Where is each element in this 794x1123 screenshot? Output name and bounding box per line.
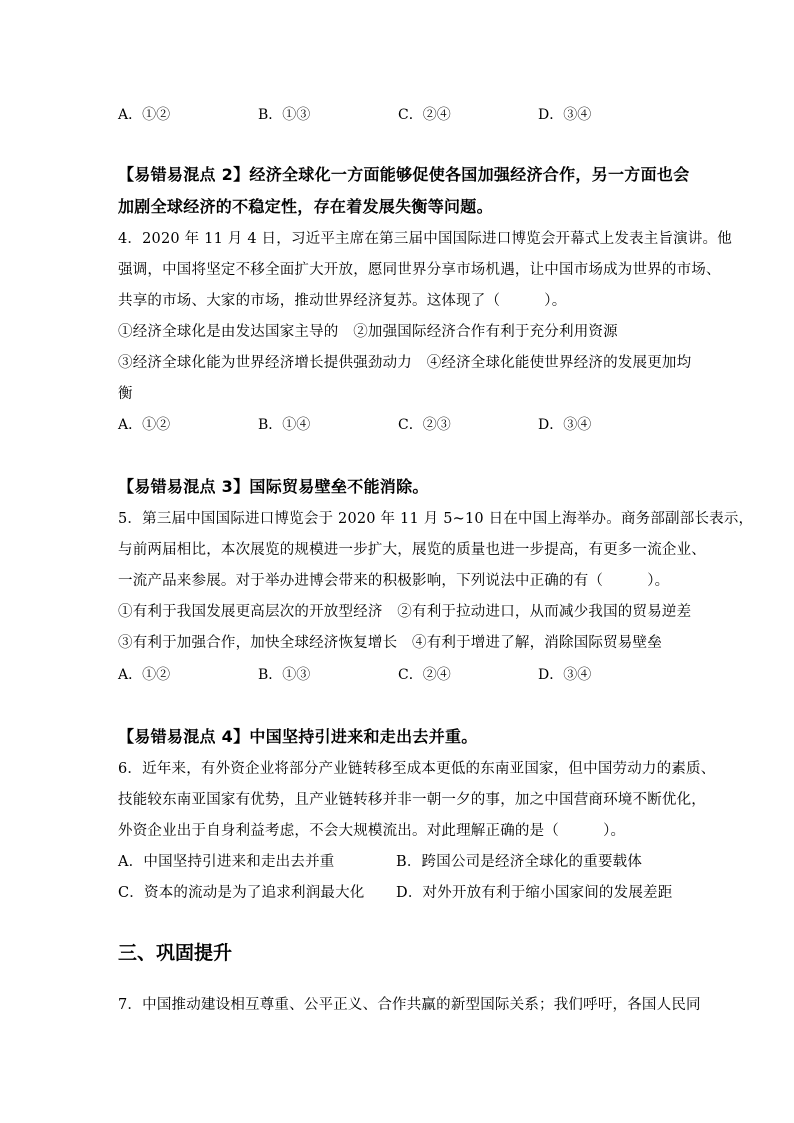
q5-line-1: 5．第三届中国国际进口博览会于 2020 年 11 月 5~10 日在中国上海举办。商务部副部长表示， bbox=[118, 511, 754, 527]
point2-heading-line1: 【易错易混点 2】经济全球化一方面能够促使各国加强经济合作，另一方面也会 bbox=[118, 165, 690, 184]
q3-option-d: D．③④ bbox=[538, 107, 592, 123]
q5-option-b: B．①③ bbox=[258, 667, 311, 683]
q6-options-row-1 bbox=[118, 851, 714, 873]
q6-line-1: 6．近年来，有外资企业将部分产业链转移至成本更低的东南亚国家，但中国劳动力的素质、 bbox=[118, 761, 716, 777]
q3-option-b: B．①③ bbox=[258, 107, 311, 123]
q5-option-d: D．③④ bbox=[538, 667, 592, 683]
q4-statement-continuation: 衡 bbox=[118, 386, 133, 402]
q5-option-a: A．①② bbox=[118, 667, 171, 683]
q5-line-2: 与前两届相比，本次展览的规模进一步扩大，展览的质量也进一步提高，有更多一流企业、 bbox=[118, 542, 706, 558]
q5-statement-1-2: ①有利于我国发展更高层次的开放型经济 ②有利于拉动进口，从而减少我国的贸易逆差 bbox=[118, 604, 692, 620]
q4-line-3: 共享的市场、大家的市场，推动世界经济复苏。这体现了（ ）。 bbox=[118, 293, 567, 309]
q7-line-1: 7．中国推动建设相互尊重、公平正义、合作共赢的新型国际关系；我们呼吁，各国人民同 bbox=[118, 997, 701, 1013]
point3-heading: 【易错易混点 3】国际贸易壁垒不能消除。 bbox=[118, 477, 429, 496]
q5-line-3: 一流产品来参展。对于举办进博会带来的积极影响，下列说法中正确的有（ ）。 bbox=[118, 573, 670, 589]
q6-option-d: D．对外开放有利于缩小国家间的发展差距 bbox=[396, 885, 673, 901]
section-title: 三、巩固提升 bbox=[118, 942, 233, 964]
q4-option-b: B．①④ bbox=[258, 417, 311, 433]
q6-option-c: C．资本的流动是为了追求利润最大化 bbox=[118, 885, 365, 901]
q6-line-2: 技能较东南亚国家有优势，且产业链转移并非一朝一夕的事，加之中国营商环境不断优化， bbox=[118, 792, 706, 808]
q6-options-row-2 bbox=[118, 882, 714, 904]
q4-option-c: C．②③ bbox=[398, 417, 451, 433]
point2-heading-line2: 加剧全球经济的不稳定性，存在着发展失衡等问题。 bbox=[118, 197, 493, 216]
q5-options bbox=[118, 664, 714, 684]
q3-option-a: A．①② bbox=[118, 107, 171, 123]
q3-option-c: C．②④ bbox=[398, 107, 451, 123]
q4-options bbox=[118, 414, 714, 434]
q5-statement-3-4: ③有利于加强合作，加快全球经济恢复增长 ④有利于增进了解，消除国际贸易壁垒 bbox=[118, 635, 662, 651]
q4-statement-1-2: ①经济全球化是由发达国家主导的 ②加强国际经济合作有利于充分利用资源 bbox=[118, 324, 618, 340]
q4-line-1: 4．2020 年 11 月 4 日，习近平主席在第三届中国国际进口博览会开幕式上发表主旨演讲。他 bbox=[118, 231, 732, 247]
q6-line-3: 外资企业出于自身利益考虑，不会大规模流出。对此理解正确的是（ ）。 bbox=[118, 823, 626, 839]
point4-heading: 【易错易混点 4】中国坚持引进来和走出去并重。 bbox=[118, 727, 478, 746]
q4-statement-3-4: ③经济全球化能为世界经济增长提供强劲动力 ④经济全球化能使世界经济的发展更加均 bbox=[118, 355, 692, 371]
q5-option-c: C．②④ bbox=[398, 667, 451, 683]
q4-option-d: D．③④ bbox=[538, 417, 592, 433]
q4-line-2: 强调，中国将坚定不移全面扩大开放，愿同世界分享市场机遇，让中国市场成为世界的市场、 bbox=[118, 262, 721, 278]
q4-option-a: A．①② bbox=[118, 417, 171, 433]
q6-option-b: B．跨国公司是经济全球化的重要载体 bbox=[396, 854, 643, 870]
q6-option-a: A．中国坚持引进来和走出去并重 bbox=[118, 854, 335, 870]
q3-options bbox=[118, 104, 714, 124]
